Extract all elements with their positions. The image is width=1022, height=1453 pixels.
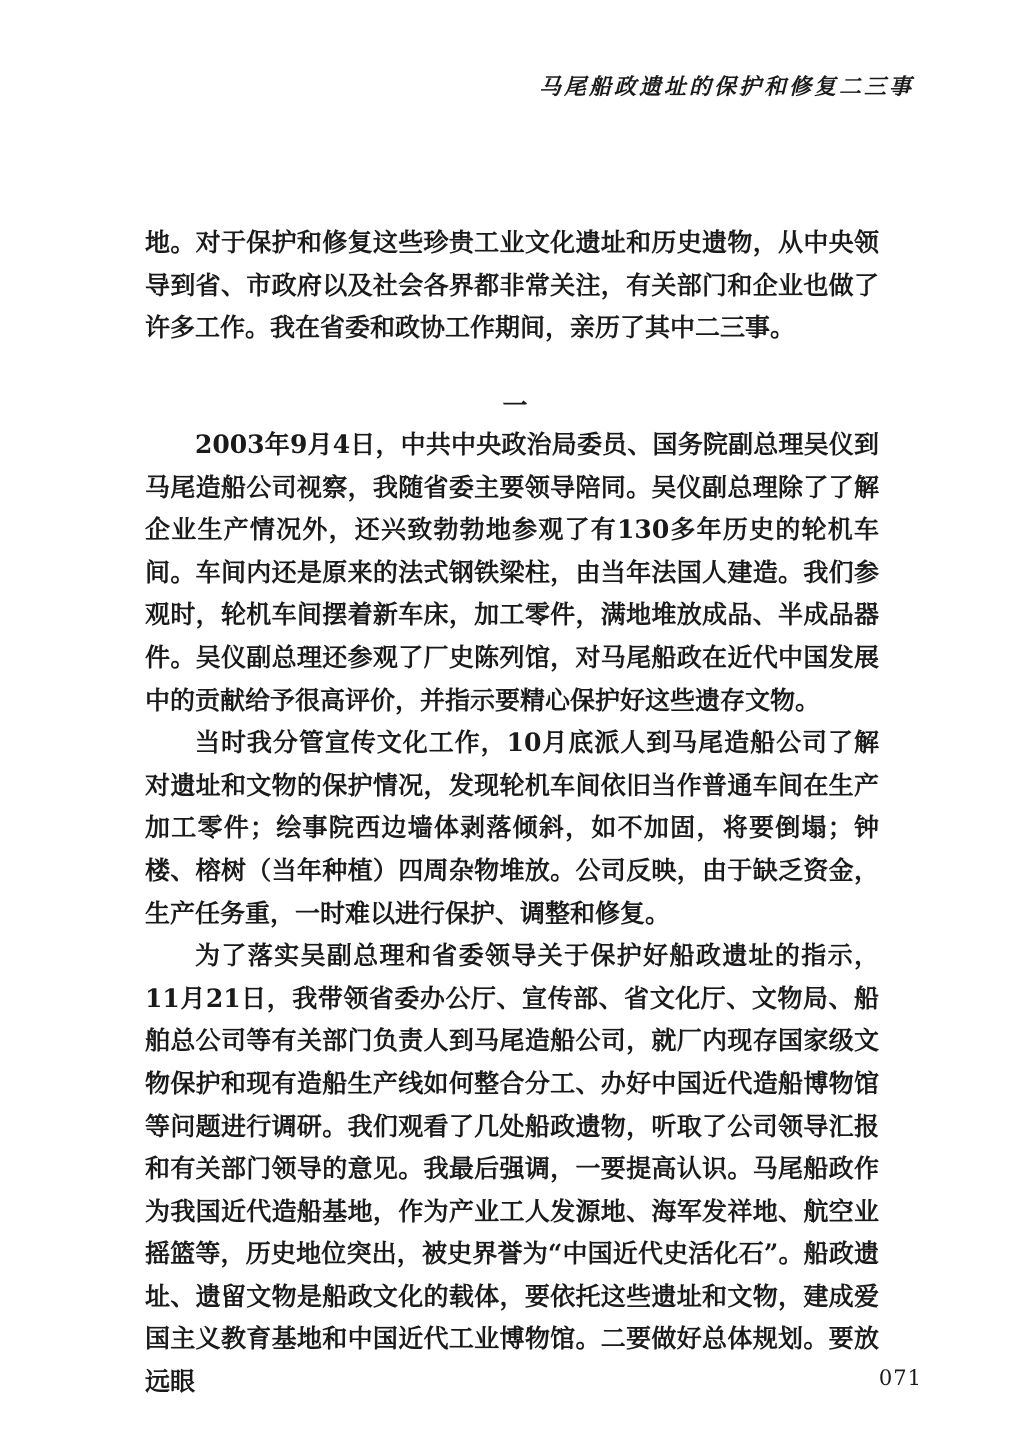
intro-paragraph: 地。对于保护和修复这些珍贵工业文化遗址和历史遗物，从中央领导到省、市政府以及社会各界都非常关注，有关部门和企业也做了许多工作。我在省委和政协工作期间，亲历了其中二三事。 bbox=[145, 228, 879, 343]
paragraph: 为了落实吴副总理和省委领导关于保护好船政遗址的指示，11月21日，我带领省委办公厅、宣传部、省文化厅、文物局、船舶总公司等有关部门负责人到马尾造船公司，就厂内现存国家级文物保护和现有造船生产线如何整合分工、办好中国近代造船博物馆等问题进行调研。我们观看了几处船政遗物，听取了公司领导汇报和有关部门领导的意见。我最后强调，一要提高认识。马尾船政作为我国近代造船基地，作为产业工人发源地、海军发祥地、航空业摇篮等，历史地位突出，被史界誉为“中国近代史活化石”。船政遗址、遗留文物是船政文化的载体，要依托这些遗址和文物，建成爱国主义教育基地和中国近代工业博物馆。二要做好总体规划。要放远眼 bbox=[145, 941, 879, 1397]
paragraph: 2003年9月4日，中共中央政治局委员、国务院副总理吴仪到马尾造船公司视察，我随省委主要领导陪同。吴仪副总理除了了解企业生产情况外，还兴致勃勃地参观了有130多年历史的轮机车间。车间内还是原来的法式钢铁梁柱，由当年法国人建造。我们参观时，轮机车间摆着新车床，加工零件，满地堆放成品、半成品器件。吴仪副总理还参观了厂史陈列馆，对马尾船政在近代中国发展中的贡献给予很高评价，并指示要精心保护好这些遗存文物。 bbox=[145, 430, 879, 715]
page-number: 071 bbox=[878, 1366, 922, 1390]
running-header-title: 马尾船政遗址的保护和修复二三事 bbox=[538, 74, 914, 100]
section-number: 一 bbox=[502, 391, 528, 420]
main-text-block bbox=[145, 424, 879, 1404]
paragraph: 当时我分管宣传文化工作，10月底派人到马尾造船公司了解对遗址和文物的保护情况，发现轮机车间依旧当作普通车间在生产加工零件；绘事院西边墙体剥落倾斜，如不加固，将要倒塌；钟楼、榕树（当年种植）四周杂物堆放。公司反映，由于缺乏资金，生产任务重，一时难以进行保护、调整和修复。 bbox=[145, 728, 879, 928]
intro-text-block bbox=[145, 222, 879, 350]
